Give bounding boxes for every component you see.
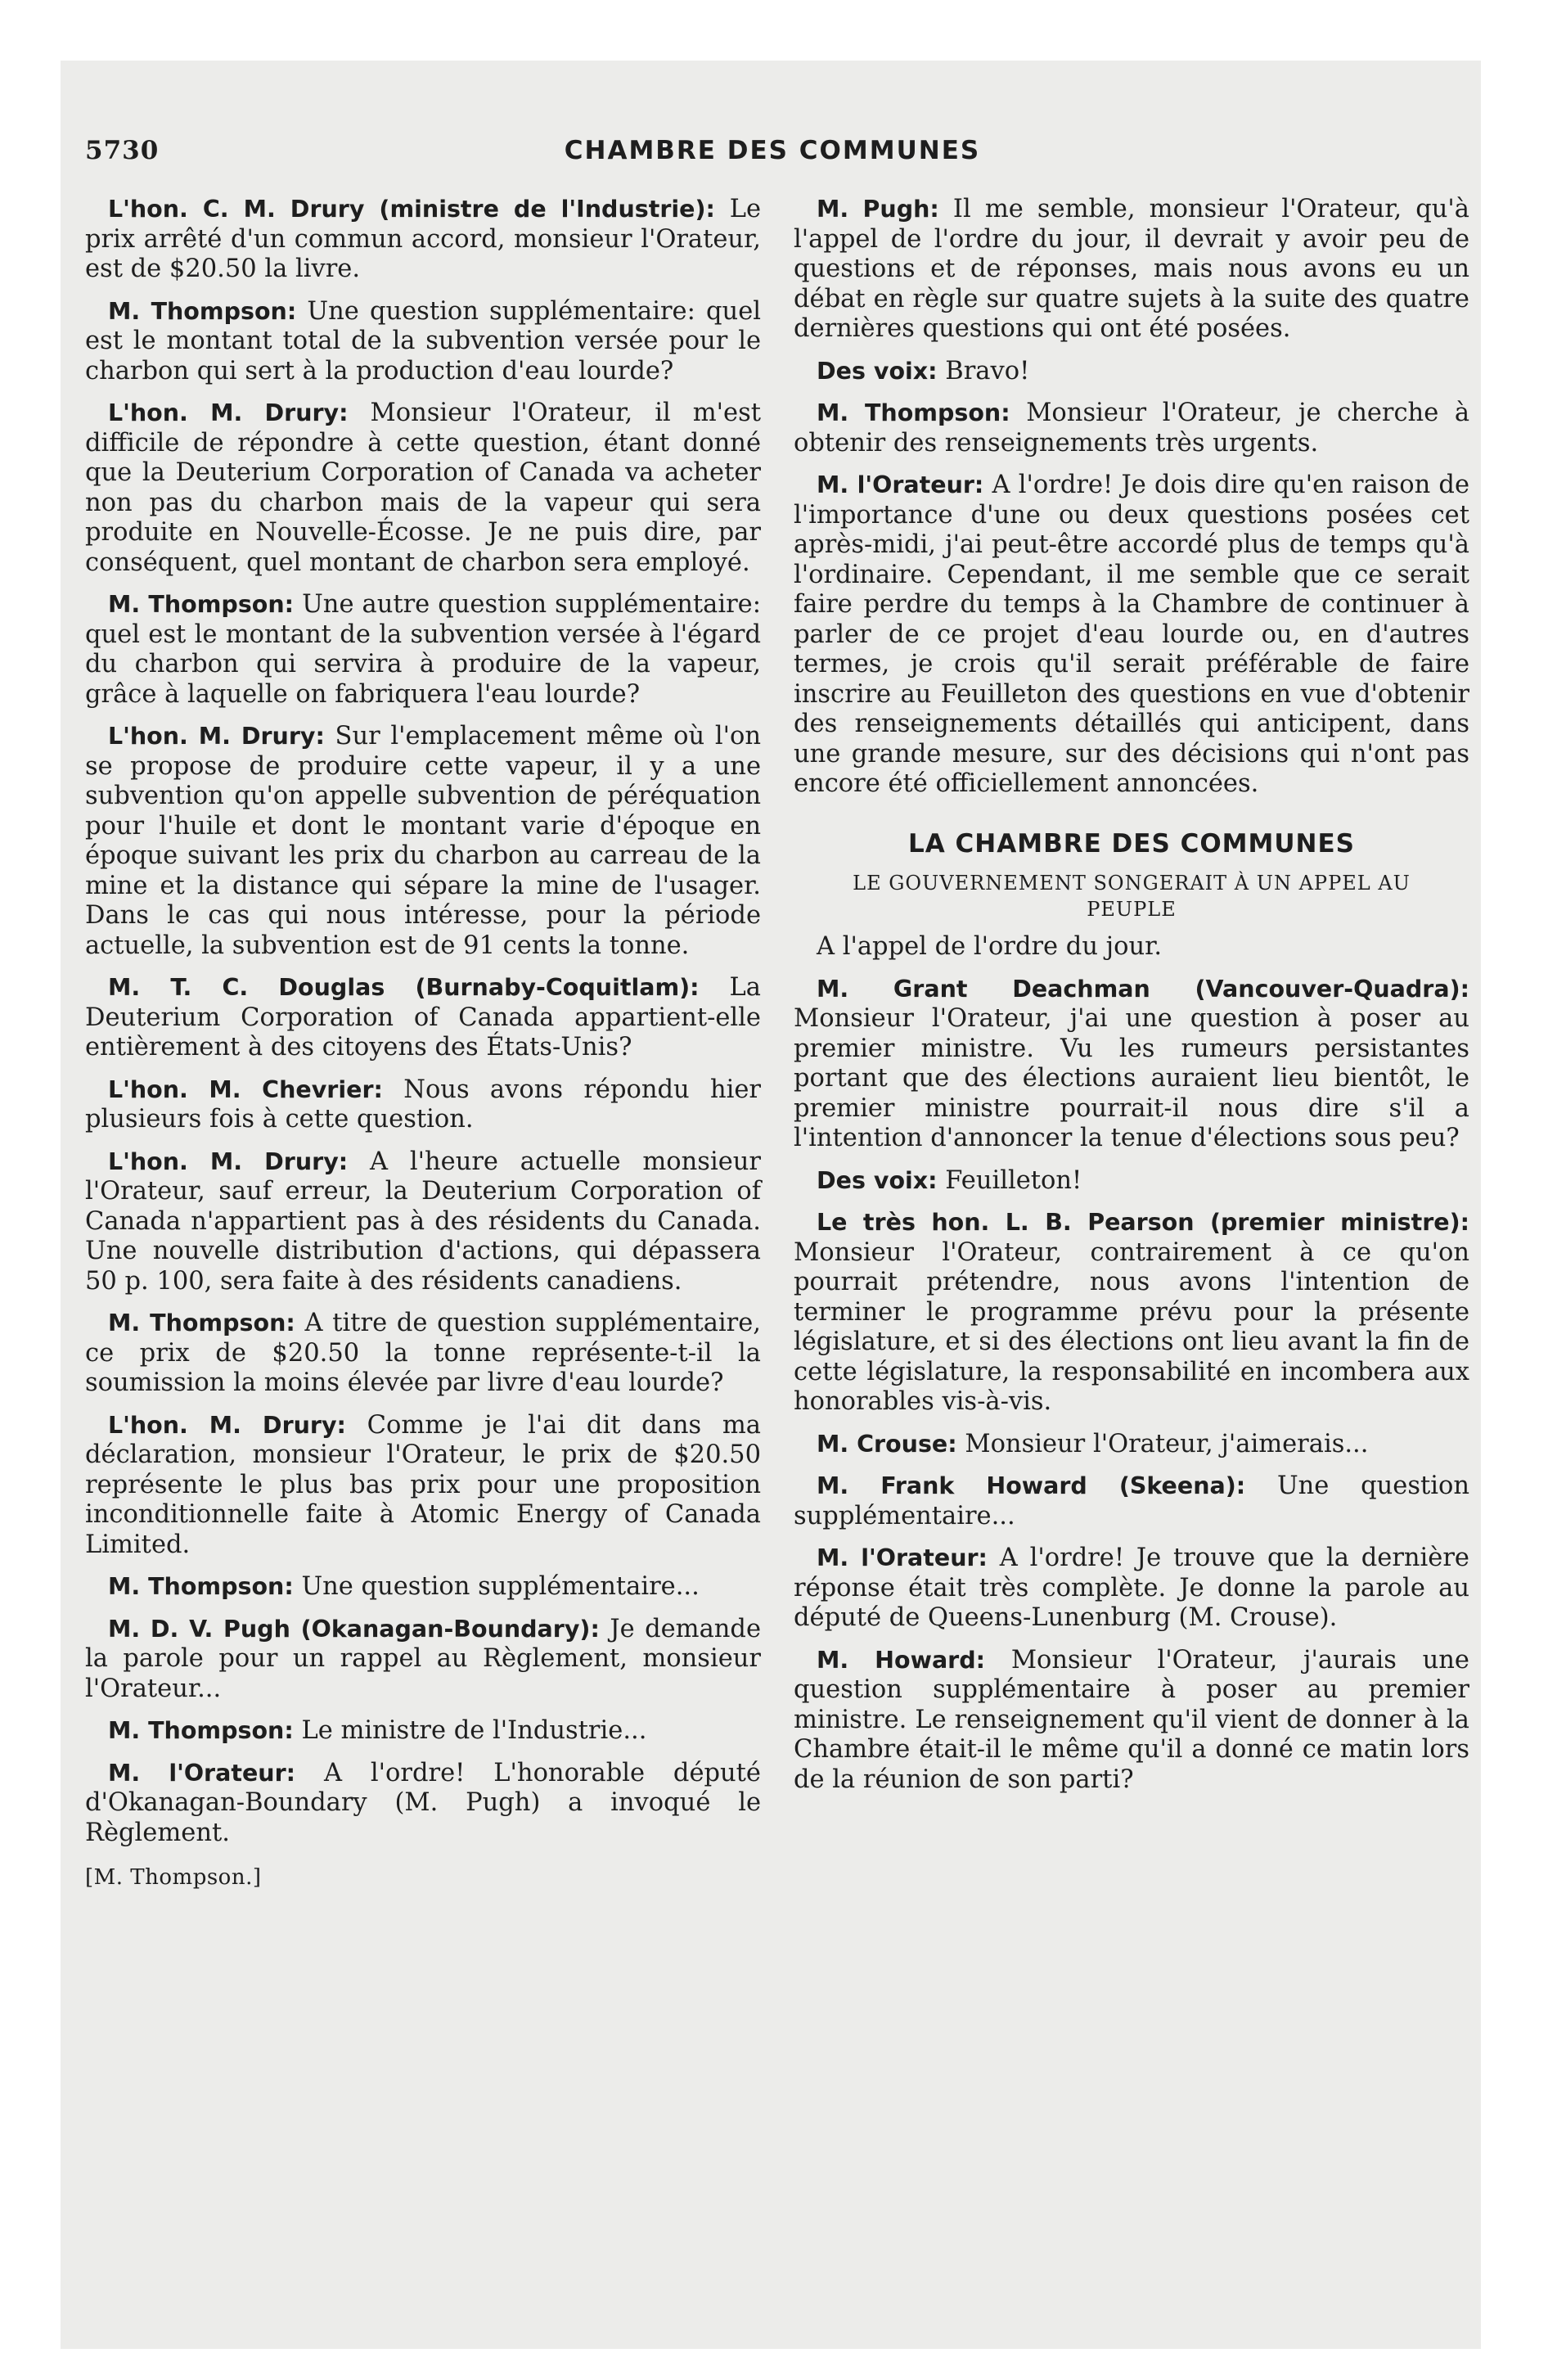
speaker-name: M. Crouse: [817,1430,957,1458]
section-intro: A l'appel de l'ordre du jour. [817,932,1163,961]
speaker-name: M. Thompson: [817,399,1010,426]
speaker-name: M. l'Orateur: [817,1544,988,1571]
speech-paragraph [794,195,1469,345]
speech-paragraph [85,1716,761,1747]
speaker-name: M. Grant Deachman (Vancouver-Quadra): [817,975,1469,1003]
speech-paragraph [794,975,1469,1154]
speaker-name: M. T. C. Douglas (Burnaby-Coquitlam): [108,974,700,1001]
speech-text: Monsieur l'Orateur, j'aurais une question supplémentaire à poser au premier ministre. Le renseignement qu'il vient de donner à la Chambre était-il le même qu'il a donné ce matin lors de la réunion de son parti? [794,1645,1469,1794]
speech-text: Une question supplémentaire... [301,1572,700,1601]
speech-paragraph [85,722,761,961]
speech-text: Il me semble, monsieur l'Orateur, qu'à l'appel de l'ordre du jour, il devrait y avoir peu de questions et de réponses, mais nous avons eu un débat en règle sur quatre sujets à la suite des quatre dernières questions qui ont été posées. [794,195,1469,343]
speaker-name: L'hon. M. Drury: [108,723,325,750]
speaker-name: L'hon. C. M. Drury (ministre de l'Industrie): [108,196,715,223]
speech-text: A l'ordre! Je dois dire qu'en raison de l'importance d'une ou deux questions posées cet après-midi, j'ai peut-être accordé plus de temps qu'à l'ordinaire. Cependant, il me semble que ce serait faire perdre du temps à la Chambre de continuer à parler de ce projet d'eau lourde ou, en d'autres termes, je crois qu'il serait préférable de faire inscrire au Feuilleton des questions en vue d'obtenir des renseignements détaillés qui anticipent, dans une grande mesure, sur des décisions qui n'ont pas encore été officiellement annoncées. [794,471,1469,798]
speech-text: Bravo! [945,356,1030,385]
speech-text: A l'ordre! Je trouve que la dernière réponse était très complète. Je donne la parole au député de Queens-Lunenburg (M. Crouse). [794,1544,1469,1632]
speech-text: Monsieur l'Orateur, j'ai une question à poser au premier ministre. Vu les rumeurs persistantes portant que des élections auraient lieu bientôt, le premier ministre pourrait-il nous dire s'il a l'intention d'annoncer la tenue d'élections sous peu? [794,1004,1469,1152]
speech-paragraph [85,590,761,710]
speech-paragraph [85,399,761,578]
speech-text: Monsieur l'Orateur, je cherche à obtenir des renseignements très urgents. [794,399,1469,458]
speaker-name: M. Thompson: [108,1573,294,1600]
right-top-paragraphs [794,195,1469,800]
speech-text: Monsieur l'Orateur, il m'est difficile de répondre à cette question, étant donné que la Deuterium Corporation of Canada va acheter non pas du charbon mais de la vapeur qui sera produite en Nouvelle-Écosse. Je ne puis dire, par conséquent, quel montant de charbon sera employé. [85,399,762,577]
right-bottom-paragraphs [794,975,1469,1796]
speech-paragraph [794,1166,1469,1197]
speaker-name: M. Frank Howard (Skeena): [817,1472,1246,1499]
speech-text: Monsieur l'Orateur, contrairement à ce qu'on pourrait prétendre, nous avons l'intention de terminer le programme prévu pour la présente législature, et si des élections ont lieu avant la fin de cette législature, la responsabilité en incombera aux honorables vis-à-vis. [794,1237,1469,1416]
running-title: CHAMBRE DES COMMUNES [564,136,981,165]
speech-text: Nous avons répondu hier plusieurs fois à cette question. [85,1075,762,1134]
speech-text: Le ministre de l'Industrie... [301,1716,647,1745]
speaker-name: M. Thompson: [108,1309,295,1336]
left-column [85,195,761,1893]
speaker-name: L'hon. M. Chevrier: [108,1075,383,1103]
speech-paragraph [794,1472,1469,1531]
left-paragraphs [85,195,761,1848]
speech-paragraph [85,297,761,387]
speech-text: Monsieur l'Orateur, j'aimerais... [965,1429,1369,1458]
right-column [794,195,1469,1807]
speaker-name: M. Howard: [817,1646,986,1674]
speaker-name: M. Thompson: [108,591,295,618]
speech-text: Une question supplémentaire: quel est le montant total de la subvention versée pour le charbon qui sert à la production d'eau lourde? [85,296,761,385]
speech-paragraph [794,1208,1469,1418]
speech-text: A titre de question supplémentaire, ce prix de $20.50 la tonne représente-t-il la soumission la moins élevée par livre d'eau lourde? [85,1309,761,1397]
speech-paragraph [85,1075,761,1135]
speaker-name: L'hon. M. Drury: [108,399,349,426]
section-title: LA CHAMBRE DES COMMUNES [908,828,1355,859]
speech-text: Une autre question supplémentaire: quel est le montant de la subvention versée à l'égard du charbon qui servira à produire de la vapeur, grâce à laquelle on fabriquera l'eau lourde? [85,590,761,709]
speech-paragraph [794,1430,1469,1460]
speech-text: A l'ordre! L'honorable député d'Okanagan-Boundary (M. Pugh) a invoqué le Règlement. [85,1758,761,1847]
speaker-name: M. l'Orateur: [817,471,984,498]
page-header [85,136,1460,175]
speech-text: Feuilleton! [945,1165,1082,1195]
speech-paragraph [85,195,761,285]
speech-text: Sur l'emplacement même où l'on se propose de produire cette vapeur, il y a une subvention qu'on appelle subvention de péréquation pour l'huile et dont le montant varie d'époque en époque suivant les prix du charbon au carreau de la mine et la distance qui sépare la mine de l'usager. Dans le cas qui nous intéresse, pour la période actuelle, la subvention est de 91 cents la tonne. [85,722,761,960]
speech-paragraph [85,1759,761,1849]
speech-paragraph [85,1147,761,1297]
speaker-name: M. l'Orateur: [108,1759,296,1787]
speech-text: La Deuterium Corporation of Canada appartient-elle entièrement à des citoyens des États-Unis? [85,973,761,1062]
footer-reference: [M. Thompson.] [85,1865,262,1890]
speech-text: A l'heure actuelle monsieur l'Orateur, sauf erreur, la Deuterium Corporation of Canada n'appartient pas à des résidents du Canada. Une nouvelle distribution d'actions, qui dépassera 50 p. 100, sera faite à des résidents canadiens. [85,1147,761,1296]
speech-paragraph [794,357,1469,387]
speaker-name: M. Thompson: [108,1717,294,1744]
speaker-name: L'hon. M. Drury: [108,1411,346,1439]
speech-paragraph [85,1411,761,1561]
speech-paragraph [85,1615,761,1705]
speech-paragraph [794,1646,1469,1796]
speech-text: Comme je l'ai dit dans ma déclaration, monsieur l'Orateur, le prix de $20.50 représente le plus bas prix pour une proposition inconditionnelle faite à Atomic Energy of Canada Limited. [85,1410,761,1559]
speaker-name: M. Thompson: [108,297,297,325]
speaker-name: Le très hon. L. B. Pearson (premier ministre): [817,1209,1469,1236]
section-subtitle: LE GOUVERNEMENT SONGERAIT À UN APPEL AU PEUPLE [853,872,1411,921]
speech-paragraph [85,1309,761,1399]
speech-text: Je demande la parole pour un rappel au Règlement, monsieur l'Orateur... [85,1614,761,1703]
speech-paragraph [794,1544,1469,1634]
speech-paragraph [794,399,1469,458]
speaker-name: M. Pugh: [817,196,939,223]
speech-text: Le prix arrêté d'un commun accord, monsieur l'Orateur, est de $20.50 la livre. [85,195,761,283]
speaker-name: Des voix: [817,357,938,385]
speech-paragraph [85,1572,761,1602]
page-number: 5730 [85,136,160,165]
speech-text: Une question supplémentaire... [794,1472,1469,1530]
speech-paragraph [794,471,1469,800]
speech-paragraph [85,973,761,1063]
speaker-name: M. D. V. Pugh (Okanagan-Boundary): [108,1615,600,1643]
speaker-name: Des voix: [817,1166,938,1194]
speaker-name: L'hon. M. Drury: [108,1147,349,1175]
